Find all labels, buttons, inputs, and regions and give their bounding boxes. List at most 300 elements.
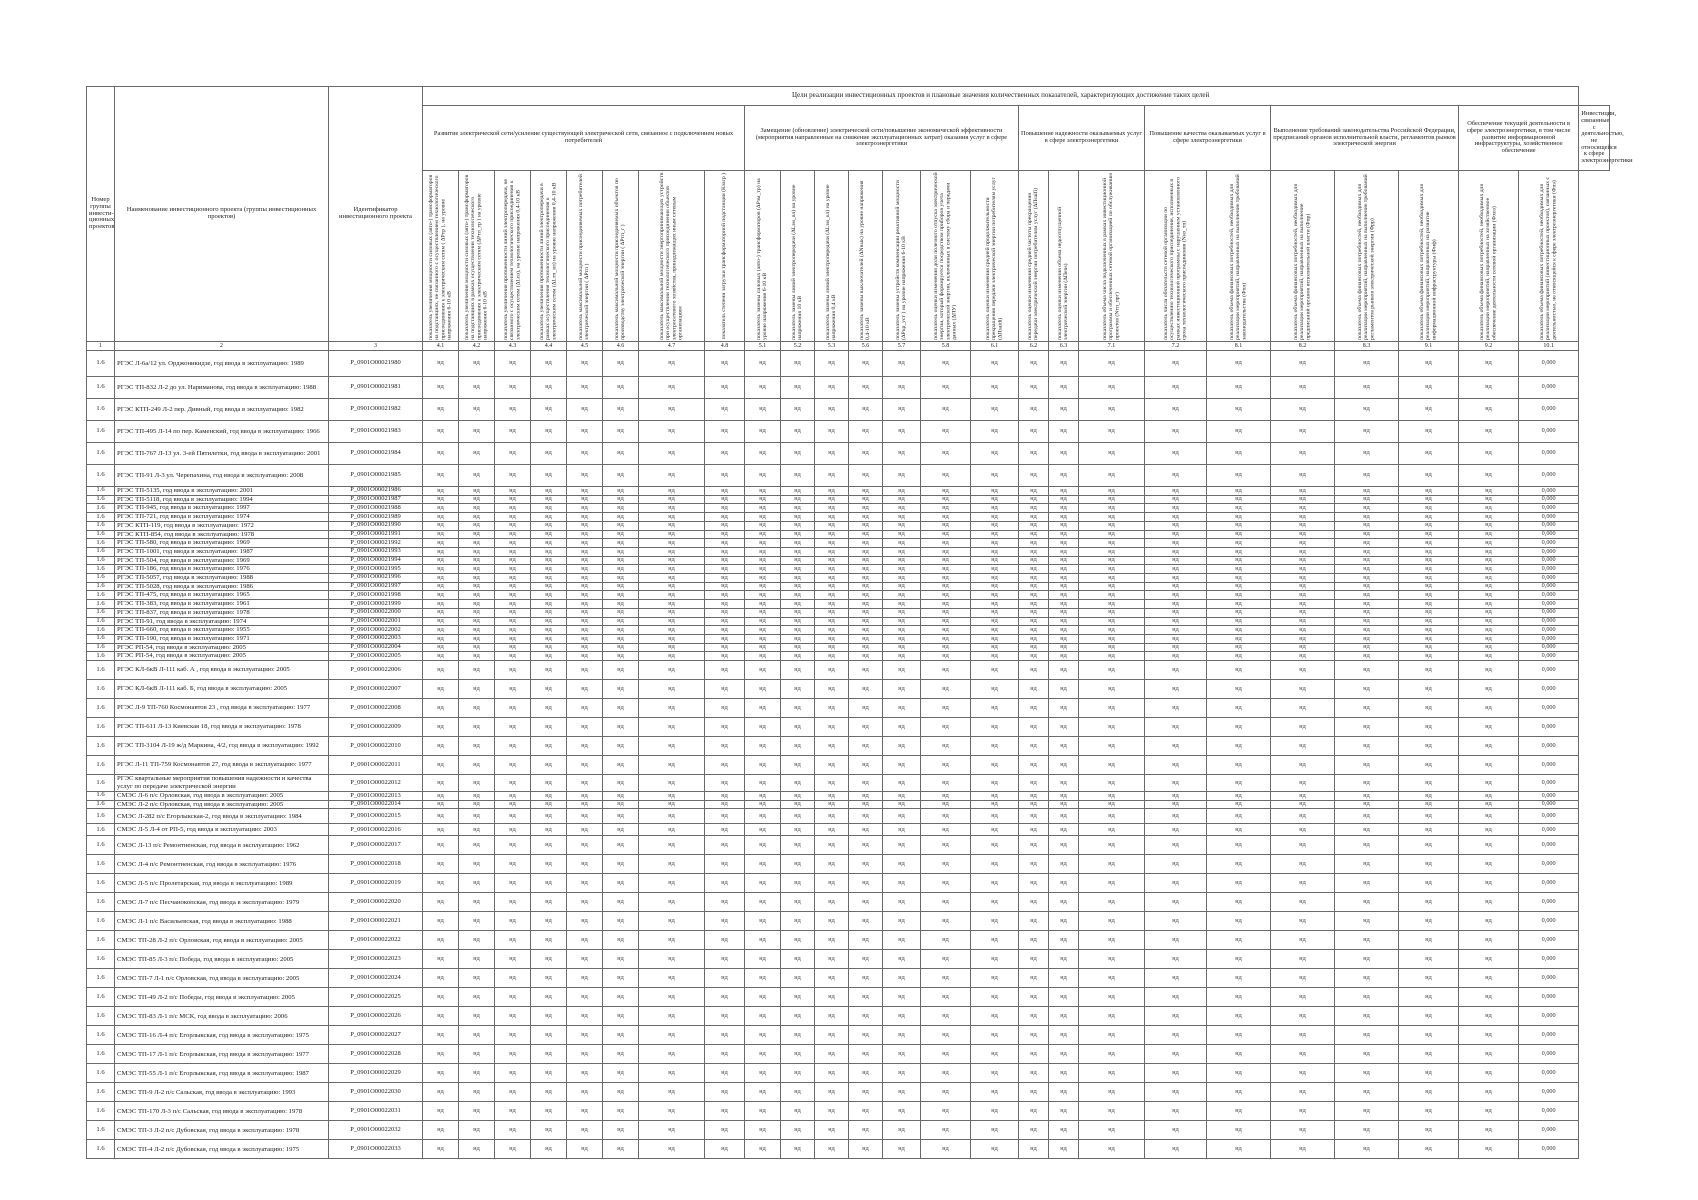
indicator-value: нд	[459, 421, 495, 443]
indicator-value: нд	[705, 1140, 745, 1159]
indicator-value: нд	[781, 513, 815, 522]
indicator-value: нд	[1271, 487, 1335, 496]
indicator-value: нд	[423, 661, 459, 680]
indicator-value: нд	[1145, 547, 1207, 556]
indicator-value: нд	[639, 855, 705, 874]
indicator-value: нд	[531, 547, 567, 556]
indicator-value: нд	[815, 792, 849, 801]
indicator-value: нд	[1399, 699, 1459, 718]
indicator-value: нд	[849, 1064, 883, 1083]
indicator-value: нд	[639, 1026, 705, 1045]
indicator-value: нд	[1399, 487, 1459, 496]
row-group-number: 1.6	[87, 855, 115, 874]
indicator-value: нд	[1079, 600, 1145, 609]
indicator-value: нд	[849, 617, 883, 626]
indicator-value: нд	[1079, 643, 1145, 652]
indicator-value: нд	[1271, 1064, 1335, 1083]
indicator-value: нд	[1079, 737, 1145, 756]
non-energy-value: 0,000	[1519, 465, 1579, 487]
indicator-value: нд	[1335, 1102, 1399, 1121]
indicator-value: нд	[1079, 1064, 1145, 1083]
non-energy-value: 0,000	[1519, 617, 1579, 626]
indicator-value: нд	[1207, 718, 1271, 737]
indicator-value: нд	[1399, 539, 1459, 548]
indicator-value: нд	[705, 855, 745, 874]
indicator-value: нд	[781, 487, 815, 496]
table-row	[87, 634, 1610, 643]
indicator-value: нд	[603, 1045, 639, 1064]
indicator-value: нд	[459, 504, 495, 513]
indicator-value: нд	[815, 855, 849, 874]
indicator-value: нд	[1271, 582, 1335, 591]
table-row	[87, 661, 1610, 680]
indicator-value: нд	[639, 792, 705, 801]
indicator-value: нд	[971, 699, 1019, 718]
indicator-value: нд	[971, 530, 1019, 539]
indicator-value: нд	[815, 608, 849, 617]
indicator-value: нд	[815, 495, 849, 504]
indicator-value: нд	[531, 699, 567, 718]
indicator-value: нд	[531, 513, 567, 522]
indicator-label: показатель увеличения мощности силовых (авто-) трансформаторов на подстанциях в рамках осуществления технологического присоединения к электрическим сетям (ΔPтп_тр ) на уровне напряжения 6-10 кВ	[464, 174, 489, 340]
indicator-value: нд	[459, 800, 495, 809]
row-project-name: РГЭС ТП-837, год ввода в эксплуатацию: 1978	[115, 608, 329, 617]
indicator-value: нд	[745, 1121, 781, 1140]
indicator-value: нд	[1145, 617, 1207, 626]
indicator-value: нд	[849, 530, 883, 539]
indicator-value: нд	[781, 539, 815, 548]
indicator-value: нд	[1459, 582, 1519, 591]
indicator-value: нд	[971, 643, 1019, 652]
indicator-value: нд	[603, 399, 639, 421]
indicator-value: нд	[883, 931, 921, 950]
indicator-value: нд	[1079, 1026, 1145, 1045]
indicator-value: нд	[1079, 495, 1145, 504]
indicator-value: нд	[1459, 756, 1519, 775]
indicator-value: нд	[459, 521, 495, 530]
column-number: 4.6	[603, 342, 639, 351]
indicator-value: нд	[1335, 399, 1399, 421]
indicator-value: нд	[745, 680, 781, 699]
indicator-value: нд	[1271, 600, 1335, 609]
indicator-value: нд	[849, 1102, 883, 1121]
indicator-value: нд	[1271, 809, 1335, 824]
indicator-value: нд	[1019, 874, 1049, 893]
indicator-value: нд	[567, 737, 603, 756]
indicator-value: нд	[1019, 1140, 1049, 1159]
row-project-name: РГЭС РП-54, год ввода в эксплуатацию: 2005	[115, 652, 329, 661]
indicator-value: нд	[1335, 626, 1399, 635]
table-row	[87, 809, 1610, 824]
indicator-value: нд	[1335, 792, 1399, 801]
indicator-value: нд	[1049, 1140, 1079, 1159]
indicator-value: нд	[1079, 634, 1145, 643]
indicator-value: нд	[971, 1045, 1019, 1064]
indicator-value: нд	[705, 626, 745, 635]
indicator-value: нд	[1459, 574, 1519, 583]
indicator-value: нд	[1019, 1064, 1049, 1083]
indicator-header	[815, 171, 849, 342]
indicator-value: нд	[1399, 521, 1459, 530]
indicator-value: нд	[423, 399, 459, 421]
indicator-value: нд	[1399, 969, 1459, 988]
indicator-value: нд	[1079, 855, 1145, 874]
row-project-name: СМЭС Л-2 п/с Орловская, год ввода в эксплуатацию: 2005	[115, 800, 329, 809]
indicator-value: нд	[531, 1102, 567, 1121]
indicator-value: нд	[1271, 617, 1335, 626]
row-project-name: СМЭС ТП-83 Л-1 п/с МСК, год ввода в эксплуатацию: 2006	[115, 1007, 329, 1026]
indicator-value: нд	[781, 582, 815, 591]
indicator-value: нд	[1335, 718, 1399, 737]
indicator-value: нд	[1019, 565, 1049, 574]
indicator-value: нд	[705, 775, 745, 792]
indicator-value: нд	[705, 591, 745, 600]
indicator-value: нд	[459, 495, 495, 504]
indicator-value: нд	[603, 836, 639, 855]
indicator-value: нд	[971, 1026, 1019, 1045]
indicator-value: нд	[971, 504, 1019, 513]
indicator-value: нд	[495, 582, 531, 591]
indicator-value: нд	[1335, 1140, 1399, 1159]
indicator-value: нд	[423, 874, 459, 893]
indicator-value: нд	[745, 521, 781, 530]
indicator-value: нд	[883, 1121, 921, 1140]
row-project-name: РГЭС ТП-5135, год ввода в эксплуатацию: 2001	[115, 487, 329, 496]
row-project-name: СМЭС ТП-17 Л-1 п/с Егорлыкская, год ввода в эксплуатацию: 1977	[115, 1045, 329, 1064]
indicator-value: нд	[531, 530, 567, 539]
non-energy-value: 0,000	[1519, 547, 1579, 556]
indicator-value: нд	[1271, 643, 1335, 652]
indicator-value: нд	[1459, 893, 1519, 912]
indicator-value: нд	[1335, 465, 1399, 487]
indicator-value: нд	[1399, 582, 1459, 591]
indicator-value: нд	[1335, 513, 1399, 522]
indicator-value: нд	[883, 969, 921, 988]
indicator-value: нд	[459, 988, 495, 1007]
row-group-number: 1.6	[87, 591, 115, 600]
indicator-value: нд	[1459, 487, 1519, 496]
indicator-value: нд	[459, 513, 495, 522]
indicator-value: нд	[639, 591, 705, 600]
row-group-number: 1.6	[87, 912, 115, 931]
indicator-value: нд	[1145, 574, 1207, 583]
indicator-value: нд	[603, 565, 639, 574]
indicator-value: нд	[705, 617, 745, 626]
indicator-value: нд	[921, 487, 971, 496]
indicator-value: нд	[1049, 608, 1079, 617]
table-row	[87, 1140, 1610, 1159]
indicator-value: нд	[883, 465, 921, 487]
table-row	[87, 600, 1610, 609]
indicator-value: нд	[971, 836, 1019, 855]
indicator-value: нд	[1271, 421, 1335, 443]
indicator-value: нд	[971, 443, 1019, 465]
indicator-value: нд	[1399, 591, 1459, 600]
indicator-value: нд	[1459, 1064, 1519, 1083]
indicator-value: нд	[849, 643, 883, 652]
row-group-number: 1.6	[87, 893, 115, 912]
indicator-value: нд	[781, 634, 815, 643]
indicator-value: нд	[1335, 565, 1399, 574]
indicator-value: нд	[1207, 824, 1271, 836]
indicator-value: нд	[745, 969, 781, 988]
indicator-value: нд	[423, 1064, 459, 1083]
indicator-value: нд	[1019, 643, 1049, 652]
row-project-id: P_0901O00022007	[329, 680, 423, 699]
indicator-value: нд	[971, 661, 1019, 680]
indicator-value: нд	[603, 893, 639, 912]
table-row	[87, 582, 1610, 591]
indicator-value: нд	[705, 465, 745, 487]
indicator-value: нд	[1079, 718, 1145, 737]
indicator-value: нд	[459, 893, 495, 912]
indicator-value: нд	[567, 950, 603, 969]
table-row	[87, 1007, 1610, 1026]
indicator-value: нд	[603, 756, 639, 775]
row-group-number: 1.6	[87, 351, 115, 377]
indicator-value: нд	[815, 680, 849, 699]
row-project-name: СМЭС ТП-55 Л-1 п/с Егорлыкская, год ввода в эксплуатацию: 1987	[115, 1064, 329, 1083]
indicator-value: нд	[603, 737, 639, 756]
indicator-value: нд	[1207, 1064, 1271, 1083]
indicator-value: нд	[639, 824, 705, 836]
row-group-number: 1.6	[87, 634, 115, 643]
indicator-value: нд	[1049, 988, 1079, 1007]
indicator-value: нд	[531, 661, 567, 680]
row-project-name: СМЭС Л-5 п/с Пролетарская, год ввода в эксплуатацию: 1989	[115, 874, 329, 893]
row-project-name: РГЭС ТП-721, год ввода в эксплуатацию: 1974	[115, 513, 329, 522]
indicator-value: нд	[1459, 824, 1519, 836]
indicator-value: нд	[921, 756, 971, 775]
indicator-value: нд	[567, 351, 603, 377]
indicator-value: нд	[781, 718, 815, 737]
indicator-value: нд	[781, 855, 815, 874]
indicator-value: нд	[1145, 969, 1207, 988]
indicator-value: нд	[1207, 737, 1271, 756]
indicator-header	[495, 171, 531, 342]
indicator-value: нд	[1145, 699, 1207, 718]
indicator-value: нд	[815, 582, 849, 591]
indicator-value: нд	[781, 547, 815, 556]
indicator-value: нд	[745, 1140, 781, 1159]
indicator-value: нд	[921, 421, 971, 443]
indicator-value: нд	[639, 893, 705, 912]
indicator-value: нд	[921, 800, 971, 809]
indicator-value: нд	[971, 634, 1019, 643]
row-project-id: P_0901O00021998	[329, 591, 423, 600]
indicator-value: нд	[883, 643, 921, 652]
indicator-value: нд	[745, 792, 781, 801]
table-row	[87, 443, 1610, 465]
indicator-value: нд	[1019, 556, 1049, 565]
indicator-value: нд	[1207, 1102, 1271, 1121]
indicator-value: нд	[567, 582, 603, 591]
indicator-value: нд	[1145, 1121, 1207, 1140]
indicator-value: нд	[883, 539, 921, 548]
indicator-value: нд	[921, 661, 971, 680]
column-number: 9.2	[1459, 342, 1519, 351]
indicator-value: нд	[1459, 513, 1519, 522]
column-number: 4.8	[705, 342, 745, 351]
indicator-value: нд	[781, 643, 815, 652]
indicator-value: нд	[745, 377, 781, 399]
indicator-value: нд	[567, 718, 603, 737]
row-project-id: P_0901O00022022	[329, 931, 423, 950]
row-project-id: P_0901O00022011	[329, 756, 423, 775]
row-project-name: СМЭС Л-4 п/с Ремонтненская, год ввода в эксплуатацию: 1976	[115, 855, 329, 874]
indicator-value: нд	[971, 893, 1019, 912]
indicator-value: нд	[921, 591, 971, 600]
row-project-name: СМЭС ТП-4 Л-2 п/с Дубовская, год ввода в эксплуатацию: 1975	[115, 1140, 329, 1159]
non-energy-value: 0,000	[1519, 600, 1579, 609]
indicator-value: нд	[1049, 556, 1079, 565]
indicator-value: нд	[567, 1064, 603, 1083]
indicator-value: нд	[781, 652, 815, 661]
indicator-header	[1049, 171, 1079, 342]
indicator-value: нд	[815, 969, 849, 988]
indicator-value: нд	[1079, 504, 1145, 513]
non-energy-value: 0,000	[1519, 1140, 1579, 1159]
row-group-number: 1.6	[87, 969, 115, 988]
indicator-value: нд	[423, 1083, 459, 1102]
non-energy-value: 0,000	[1519, 521, 1579, 530]
indicator-value: нд	[495, 377, 531, 399]
indicator-value: нд	[883, 1102, 921, 1121]
indicator-value: нд	[495, 809, 531, 824]
indicator-value: нд	[705, 565, 745, 574]
indicator-value: нд	[1335, 931, 1399, 950]
indicator-value: нд	[1079, 1083, 1145, 1102]
row-project-name: СМЭС ТП-28 Л-2 п/с Орловская, год ввода в эксплуатацию: 2005	[115, 931, 329, 950]
indicator-value: нд	[781, 1007, 815, 1026]
indicator-value: нд	[1049, 465, 1079, 487]
indicator-label: показатель объема числа подключенных в рамках инвестиционной программы и обеспеченных сетевой организацией по обслуживанию проектов (Nтп_прг)	[1102, 172, 1121, 340]
indicator-value: нд	[567, 800, 603, 809]
indicator-value: нд	[781, 680, 815, 699]
indicator-value: нд	[1145, 988, 1207, 1007]
indicator-value: нд	[815, 421, 849, 443]
indicator-value: нд	[781, 661, 815, 680]
indicator-value: нд	[849, 399, 883, 421]
indicator-value: нд	[639, 1007, 705, 1026]
indicator-value: нд	[459, 680, 495, 699]
indicator-value: нд	[459, 582, 495, 591]
row-group-number: 1.6	[87, 600, 115, 609]
indicator-value: нд	[1019, 855, 1049, 874]
indicator-value: нд	[1049, 399, 1079, 421]
row-project-id: P_0901O00022028	[329, 1045, 423, 1064]
indicator-value: нд	[781, 556, 815, 565]
indicator-value: нд	[745, 1045, 781, 1064]
indicator-value: нд	[1079, 969, 1145, 988]
indicator-value: нд	[1079, 950, 1145, 969]
indicator-value: нд	[849, 574, 883, 583]
indicator-value: нд	[423, 756, 459, 775]
indicator-value: нд	[495, 756, 531, 775]
row-group-number: 1.6	[87, 1064, 115, 1083]
indicator-value: нд	[423, 836, 459, 855]
indicator-value: нд	[459, 855, 495, 874]
non-energy-value: 0,000	[1519, 399, 1579, 421]
non-energy-value: 0,000	[1519, 582, 1579, 591]
indicator-value: нд	[1207, 800, 1271, 809]
indicator-value: нд	[745, 836, 781, 855]
indicator-value: нд	[781, 1140, 815, 1159]
table-row	[87, 969, 1610, 988]
indicator-value: нд	[1145, 530, 1207, 539]
indicator-value: нд	[849, 809, 883, 824]
indicator-value: нд	[495, 351, 531, 377]
indicator-value: нд	[921, 737, 971, 756]
indicator-value: нд	[1049, 1045, 1079, 1064]
row-project-name: РГЭС ТП-3104 Л-19 ж/д Маркина, 4/2, год ввода в эксплуатацию: 1992	[115, 737, 329, 756]
non-energy-value: 0,000	[1519, 443, 1579, 465]
indicator-value: нд	[495, 680, 531, 699]
indicator-value: нд	[1271, 800, 1335, 809]
indicator-value: нд	[639, 912, 705, 931]
indicator-value: нд	[1019, 465, 1049, 487]
row-project-name: СМЭС ТП-16 Л-4 п/с Егорлыкская, год ввода в эксплуатацию: 1975	[115, 1026, 329, 1045]
non-energy-value: 0,000	[1519, 1083, 1579, 1102]
indicator-value: нд	[971, 574, 1019, 583]
indicator-value: нд	[971, 800, 1019, 809]
indicator-value: нд	[459, 608, 495, 617]
indicator-value: нд	[495, 565, 531, 574]
indicator-value: нд	[1019, 836, 1049, 855]
indicator-value: нд	[1207, 792, 1271, 801]
indicator-value: нд	[883, 893, 921, 912]
indicator-value: нд	[705, 1102, 745, 1121]
indicator-value: нд	[1335, 1026, 1399, 1045]
indicator-value: нд	[423, 617, 459, 626]
indicator-value: нд	[781, 836, 815, 855]
non-energy-value: 0,000	[1519, 487, 1579, 496]
indicator-value: нд	[1335, 912, 1399, 931]
indicator-value: нд	[971, 626, 1019, 635]
indicator-value: нд	[531, 351, 567, 377]
indicator-value: нд	[603, 912, 639, 931]
indicator-value: нд	[567, 504, 603, 513]
indicator-value: нд	[1399, 600, 1459, 609]
indicator-value: нд	[567, 1007, 603, 1026]
indicator-value: нд	[921, 1064, 971, 1083]
indicator-value: нд	[1271, 565, 1335, 574]
indicator-value: нд	[1399, 513, 1459, 522]
row-project-id: P_0901O00021992	[329, 539, 423, 548]
indicator-value: нд	[849, 969, 883, 988]
indicator-value: нд	[459, 652, 495, 661]
indicator-value: нд	[971, 652, 1019, 661]
indicator-value: нд	[921, 775, 971, 792]
indicator-value: нд	[1049, 574, 1079, 583]
table-row	[87, 591, 1610, 600]
indicator-value: нд	[705, 824, 745, 836]
indicator-value: нд	[1079, 487, 1145, 496]
indicator-value: нд	[883, 399, 921, 421]
indicator-value: нд	[1207, 699, 1271, 718]
indicator-label: показатель оценки изменения средней продолжительности прекращения передачи электрической энергии потребителям услуг (ΔПsaidi)	[985, 177, 1004, 340]
indicator-value: нд	[1019, 626, 1049, 635]
indicator-value: нд	[849, 377, 883, 399]
indicator-value: нд	[849, 421, 883, 443]
indicator-value: нд	[1145, 1045, 1207, 1064]
indicator-value: нд	[567, 634, 603, 643]
indicator-value: нд	[1399, 377, 1459, 399]
table-row	[87, 718, 1610, 737]
indicator-value: нд	[745, 626, 781, 635]
indicator-value: нд	[1145, 608, 1207, 617]
indicator-label: показатель объема финансовых потребностей, необходимых для реализации мероприятий, направленных на хозяйственное обеспечение деятельности сетевой организации (Фхоз)	[1479, 183, 1498, 340]
